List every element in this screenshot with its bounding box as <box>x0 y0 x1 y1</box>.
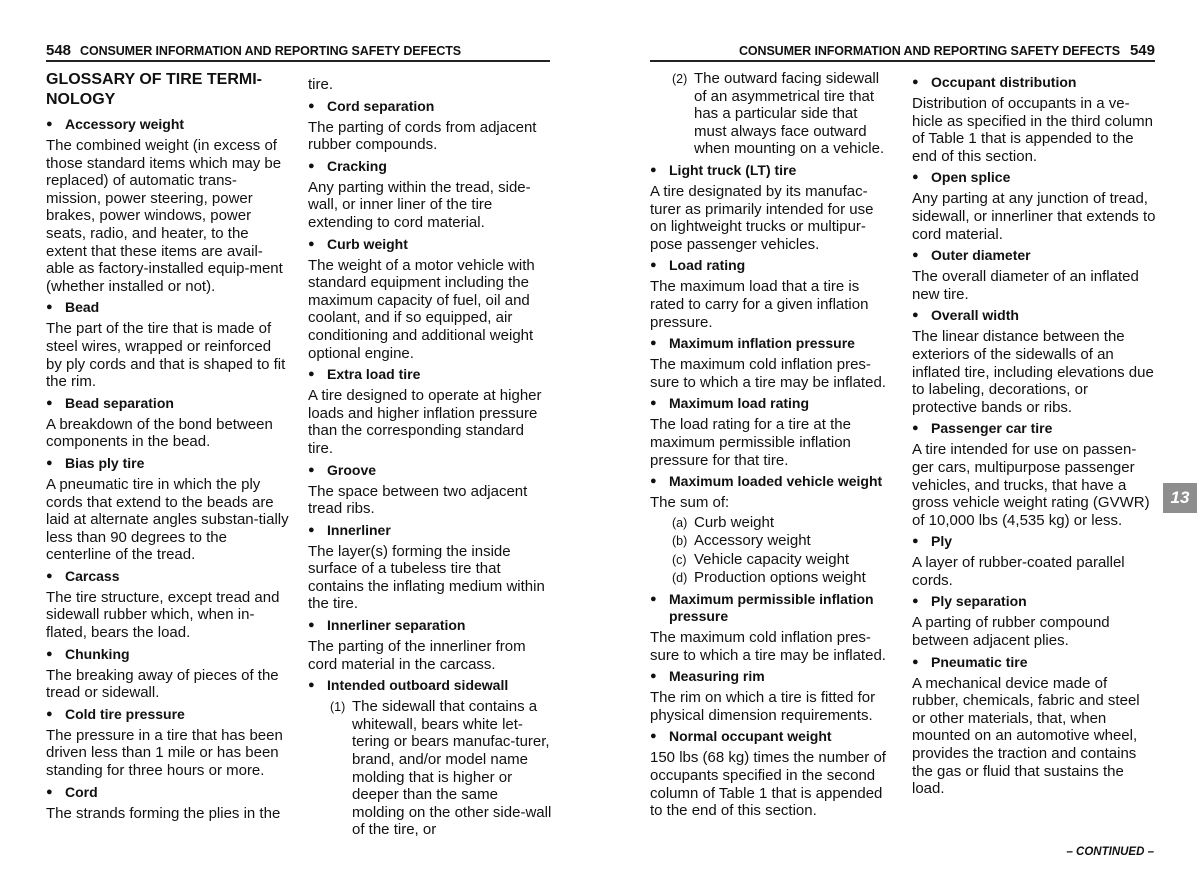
glossary-term: ● Bead separation <box>46 394 174 411</box>
glossary-definition: The maximum cold inflation pres-sure to which a tire may be inflated. <box>650 356 886 391</box>
glossary-definition: The part of the tire that is made of steel wires, wrapped or reinforced by ply cords and that is shaped to fit the rim. <box>46 320 286 391</box>
bullet-icon: ● <box>46 569 53 582</box>
glossary-definition: The combined weight (in excess of those standard items which may be replaced) of automatic trans-mission, power steering, power brakes, power windows, power seats, radio, and heater, to the extent that these items are avail-able as factory-installed equip-ment (whether installed or not). <box>46 137 283 295</box>
bullet-icon: ● <box>46 396 53 409</box>
glossary-definition: A tire intended for use on passen-ger cars, multipurpose passenger vehicles, and trucks, that have a gross vehicle weight rating (GVWR) of 10,000 lbs (4,535 kg) or less. <box>912 441 1150 529</box>
glossary-term: ● Innerliner <box>308 521 391 538</box>
bullet-icon: ● <box>650 670 657 683</box>
column-3 <box>650 70 894 822</box>
glossary-term: ● Bead <box>46 299 100 316</box>
glossary-definition: The rim on which a tire is fitted for physical dimension requirements. <box>650 689 876 724</box>
sub-item-label: (2) <box>672 72 688 86</box>
bullet-icon: ● <box>650 397 657 410</box>
glossary-term: ● Ply separation <box>912 593 1027 610</box>
glossary-definition: The pressure in a tire that has been driven less than 1 mile or has been standing for three hours or more. <box>46 726 283 780</box>
glossary-definition: Any parting within the tread, side-wall, or inner liner of the tire extending to cord material. <box>308 178 531 231</box>
sum-item-text: Curb weight <box>694 513 775 531</box>
sum-item-label: (a) <box>672 515 688 530</box>
bullet-icon: ● <box>912 655 919 668</box>
glossary-term: ● Load rating <box>650 257 746 274</box>
bullet-icon: ● <box>912 309 919 322</box>
sub-item-label: (1) <box>330 700 346 715</box>
bullet-icon: ● <box>308 159 315 172</box>
glossary-term: ● Extra load tire <box>308 366 421 383</box>
glossary-term: ● Pneumatic tire <box>912 653 1028 670</box>
glossary-definition: 150 lbs (68 kg) times the number of occupants specified in the second column of Table 1 that is appended to the end of this section. <box>650 749 886 820</box>
bullet-icon: ● <box>912 535 919 548</box>
continued-label: – CONTINUED – <box>1066 846 1154 858</box>
bullet-icon: ● <box>308 523 315 536</box>
sub-item-text: The outward facing sidewall of an asymmetrical tire that has a particular side that must always face outward when mounting on a vehicle. <box>694 70 885 158</box>
glossary-term: ● Maximum load rating <box>650 395 810 412</box>
glossary-definition: A pneumatic tire in which the ply cords that extend to the beads are laid at alternate angles substan-tially less than 90 degrees to the centerline of the tread. <box>46 475 289 564</box>
glossary-definition: The space between two adjacent tread ribs. <box>308 482 528 518</box>
glossary-term: ● Curb weight <box>308 235 408 252</box>
sum-item-label: (b) <box>672 534 688 549</box>
glossary-definition: A breakdown of the bond between components in the bead. <box>46 415 273 451</box>
glossary-definition: The load rating for a tire at the maximum permissible inflation pressure for that tire. <box>650 416 851 469</box>
glossary-term: ● Open splice <box>912 169 1011 186</box>
glossary-term: ● Light truck (LT) tire <box>650 161 797 178</box>
bullet-icon: ● <box>308 679 315 692</box>
bullet-icon: ● <box>912 76 919 88</box>
sub-item-text: The sidewall that contains a whitewall, bears white let-tering or bears manufac-turer, brand, and/or model name molding that is higher or deeper than the same molding on the other side-wall of the tire, or <box>352 698 552 839</box>
header-right <box>650 38 1155 62</box>
glossary-term: ● Cold tire pressure <box>46 705 185 722</box>
glossary-term: ● Chunking <box>46 645 130 662</box>
sum-item <box>672 532 894 550</box>
sum-item-label: (d) <box>672 571 688 586</box>
bullet-icon: ● <box>912 249 919 262</box>
bullet-icon: ● <box>650 730 657 743</box>
bullet-icon: ● <box>912 422 919 435</box>
bullet-icon: ● <box>46 301 53 314</box>
glossary-term: ● Ply <box>912 533 953 550</box>
bullet-icon: ● <box>650 337 657 350</box>
glossary-term: ● Cord <box>46 783 98 800</box>
glossary-term: ● Maximum inflation pressure <box>650 335 855 352</box>
glossary-definition: A parting of rubber compound between adjacent plies. <box>912 614 1110 650</box>
glossary-definition: The layer(s) forming the inside surface of a tubeless tire that contains the inflating medium within the tire. <box>308 542 545 613</box>
bullet-icon: ● <box>308 463 315 476</box>
page-number-left: 548 <box>46 42 72 59</box>
column-4 <box>912 70 1156 800</box>
glossary-definition: A tire designed to operate at higher loads and higher inflation pressure than the corresponding standard tire. <box>308 387 542 457</box>
continued-definition: tire. <box>308 76 334 93</box>
bullet-icon: ● <box>308 368 315 381</box>
chapter-tab: 13 <box>1163 483 1197 513</box>
bullet-icon: ● <box>650 475 657 488</box>
bullet-icon: ● <box>46 456 53 469</box>
bullet-icon: ● <box>650 259 657 272</box>
running-title-right: CONSUMER INFORMATION AND REPORTING SAFETY DEFECTS <box>738 44 1120 58</box>
section-title: GLOSSARY OF TIRE TERMI- NOLOGY <box>46 71 263 108</box>
column-1 <box>46 70 290 824</box>
glossary-term: ● Measuring rim <box>650 668 765 685</box>
glossary-definition: Any parting at any junction of tread, sidewall, or innerliner that extends to cord material. <box>912 190 1156 243</box>
bullet-icon: ● <box>46 647 53 660</box>
glossary-definition: The weight of a motor vehicle with standard equipment including the maximum capacity of fuel, oil and coolant, and if so equipped, air conditioning and additional weight optional engine. <box>308 256 535 362</box>
glossary-term: ● Maximum permissible inflation pressure <box>650 591 874 625</box>
glossary-term: ● Carcass <box>46 567 120 584</box>
sum-item-text: Vehicle capacity weight <box>694 550 850 568</box>
glossary-term: ● Intended outboard sidewall <box>308 677 509 694</box>
glossary-term: ● Overall width <box>912 307 1019 324</box>
sum-item-label: (c) <box>672 552 687 567</box>
glossary-term: ● Occupant distribution <box>912 74 1077 90</box>
bullet-icon: ● <box>912 595 919 608</box>
bullet-icon: ● <box>308 237 315 250</box>
glossary-definition: The sum of: <box>650 494 730 512</box>
bullet-icon: ● <box>46 785 53 798</box>
glossary-definition: The parting of cords from adjacent rubber compounds. <box>308 118 537 154</box>
bullet-icon: ● <box>46 118 53 130</box>
glossary-term: ● Passenger car tire <box>912 420 1053 437</box>
sum-item-text: Production options weight <box>694 569 866 587</box>
glossary-definition: A tire designated by its manufac-turer as primarily intended for use on lightweight trucks or multipur-pose passenger vehicles. <box>650 182 874 253</box>
column-2 <box>308 76 552 840</box>
glossary-definition: The maximum cold inflation pres-sure to which a tire may be inflated. <box>650 629 886 664</box>
glossary-term: ● Cord separation <box>308 97 435 114</box>
glossary-term: ● Outer diameter <box>912 247 1031 264</box>
glossary-term: ● Cracking <box>308 157 387 174</box>
running-title-left: CONSUMER INFORMATION AND REPORTING SAFETY DEFECTS <box>80 44 462 58</box>
glossary-definition: The strands forming the plies in the <box>46 804 281 822</box>
glossary-definition: The tire structure, except tread and sidewall rubber which, when in-flated, bears the load. <box>46 588 280 642</box>
sum-item <box>672 569 894 587</box>
glossary-term: ● Accessory weight <box>46 116 185 132</box>
glossary-term: ● Bias ply tire <box>46 454 145 471</box>
glossary-definition: A layer of rubber-coated parallel cords. <box>912 554 1125 589</box>
sub-item <box>672 70 894 158</box>
glossary-term: ● Normal occupant weight <box>650 728 832 745</box>
glossary-term: ● Groove <box>308 461 377 478</box>
bullet-icon: ● <box>46 707 53 720</box>
sub-item <box>330 698 552 839</box>
glossary-definition: The overall diameter of an inflated new tire. <box>912 268 1139 303</box>
glossary-definition: The maximum load that a tire is rated to carry for a given inflation pressure. <box>650 278 869 331</box>
glossary-term: ● Innerliner separation <box>308 617 466 634</box>
bullet-icon: ● <box>650 593 657 606</box>
glossary-definition: A mechanical device made of rubber, chemicals, fabric and steel or other materials, that, when mounted on an automotive wheel, provides the traction and contains the gas or fluid that sustains the load. <box>912 674 1140 798</box>
sum-item-text: Accessory weight <box>694 532 811 550</box>
page-number-right: 549 <box>1129 42 1155 59</box>
glossary-definition: The parting of the innerliner from cord material in the carcass. <box>308 638 526 673</box>
header-left <box>46 38 550 62</box>
bullet-icon: ● <box>308 619 315 632</box>
glossary-definition: The linear distance between the exteriors of the sidewalls of an inflated tire, including elevations due to labeling, decorations, or protective bands or ribs. <box>912 328 1154 416</box>
glossary-term: ● Maximum loaded vehicle weight <box>650 473 883 490</box>
glossary-definition: The breaking away of pieces of the tread or sidewall. <box>46 666 279 702</box>
bullet-icon: ● <box>912 171 919 184</box>
glossary-definition: Distribution of occupants in a ve-hicle as specified in the third column of Table 1 that is appended to the end of this section. <box>912 95 1153 165</box>
sum-item <box>672 551 894 569</box>
sum-item <box>672 514 894 532</box>
bullet-icon: ● <box>650 163 657 176</box>
bullet-icon: ● <box>308 99 315 112</box>
